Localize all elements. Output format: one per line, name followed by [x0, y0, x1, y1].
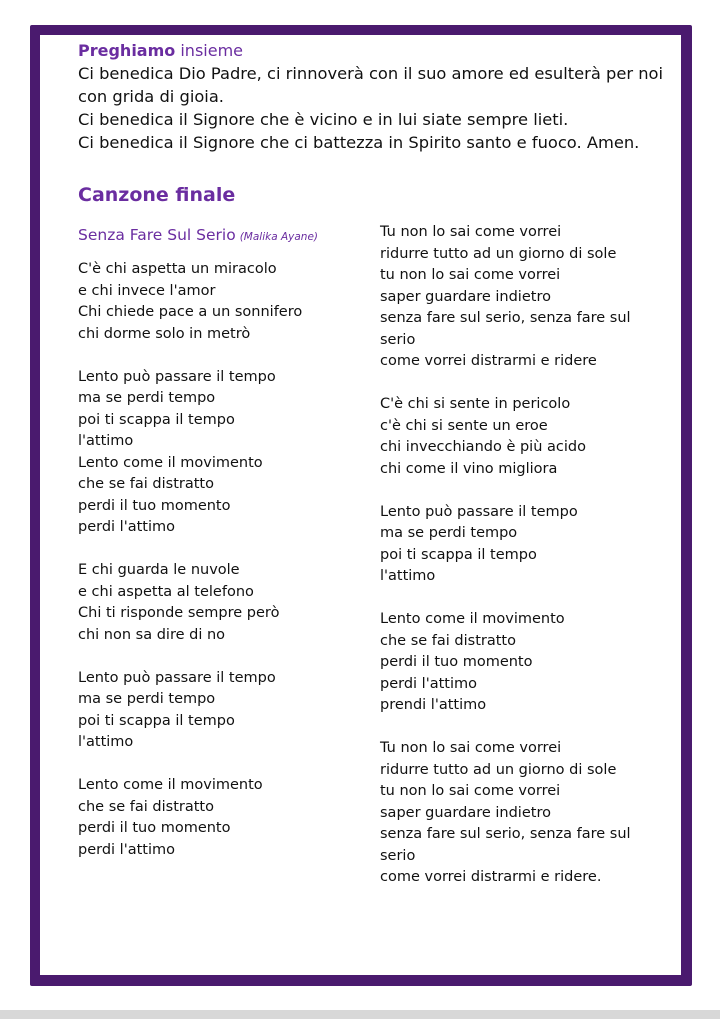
lyrics-line: che se fai distratto — [380, 632, 516, 649]
lyrics-line: C'è chi aspetta un miracolo — [78, 261, 277, 277]
lyrics-line: Lento può passare il tempo — [78, 368, 276, 385]
prayer-line: Ci benedica Dio Padre, ci rinnoverà con il suo amore ed esulterà per noi — [78, 64, 664, 83]
lyrics-line: l'attimo — [78, 734, 134, 750]
lyrics-line: ma se perdi tempo — [78, 691, 216, 707]
lyrics-line: serio — [380, 847, 416, 864]
lyrics-line: Chi ti risponde sempre però — [78, 605, 280, 621]
lyrics-line: ma se perdi tempo — [78, 390, 216, 406]
lyrics-line: perdi il tuo momento — [78, 497, 231, 514]
lyrics-line: perdi l'attimo — [380, 675, 477, 692]
lyrics-stanza — [380, 502, 631, 588]
lyrics-line: saper guardare indietro — [380, 288, 551, 305]
lyrics-line: senza fare sul serio, senza fare sul — [380, 826, 631, 842]
lyrics-line: Lento come il movimento — [78, 777, 263, 793]
lyrics-line: perdi il tuo momento — [380, 654, 533, 670]
lyrics-line: Lento può passare il tempo — [78, 669, 276, 686]
lyrics-stanza — [78, 367, 302, 539]
lyrics-line: ma se perdi tempo — [380, 525, 518, 541]
song-title: Senza Fare Sul Serio — [78, 226, 236, 244]
page-bottom-edge — [0, 1010, 720, 1019]
lyrics-line: ridurre tutto ad un giorno di sole — [380, 245, 617, 262]
lyrics-line: chi come il vino migliora — [380, 460, 558, 477]
section-title: Canzone finale — [78, 184, 236, 206]
lyrics-line: che se fai distratto — [78, 476, 214, 492]
lyrics-line: perdi il tuo momento — [78, 820, 231, 836]
lyrics-line: chi non sa dire di no — [78, 626, 226, 643]
lyrics-line: saper guardare indietro — [380, 804, 551, 821]
lyrics-line: tu non lo sai come vorrei — [380, 783, 561, 799]
lyrics-line: poi ti scappa il tempo — [380, 546, 537, 563]
prayer-heading-rest: insieme — [175, 41, 243, 60]
lyrics-stanza — [380, 609, 631, 717]
lyrics-left-column — [78, 259, 302, 883]
lyrics-stanza — [380, 222, 631, 373]
lyrics-line: Tu non lo sai come vorrei — [380, 224, 562, 240]
lyrics-stanza — [78, 775, 302, 861]
prayer-heading — [78, 40, 678, 62]
lyrics-stanza — [78, 259, 302, 345]
prayer-line: Ci benedica il Signore che ci battezza in Spirito santo e fuoco. Amen. — [78, 133, 640, 152]
prayer-line: con grida di gioia. — [78, 87, 224, 106]
lyrics-right-column — [380, 222, 631, 910]
lyrics-line: come vorrei distrarmi e ridere. — [380, 869, 602, 885]
song-heading — [78, 226, 318, 244]
lyrics-line: perdi l'attimo — [78, 841, 175, 858]
prayer-heading-bold: Preghiamo — [78, 41, 176, 60]
lyrics-line: prendi l'attimo — [380, 697, 487, 713]
lyrics-line: e chi aspetta al telefono — [78, 583, 254, 600]
lyrics-line: Lento può passare il tempo — [380, 503, 578, 520]
lyrics-line: c'è chi si sente un eroe — [380, 417, 548, 434]
lyrics-line: ridurre tutto ad un giorno di sole — [380, 761, 617, 778]
prayer-section — [78, 40, 678, 154]
lyrics-line: l'attimo — [380, 568, 436, 584]
lyrics-line: tu non lo sai come vorrei — [380, 267, 561, 283]
lyrics-stanza — [380, 394, 631, 480]
lyrics-line: e chi invece l'amor — [78, 282, 216, 299]
lyrics-line: come vorrei distrarmi e ridere — [380, 353, 597, 369]
lyrics-line: chi dorme solo in metrò — [78, 325, 251, 342]
lyrics-line: Chi chiede pace a un sonnifero — [78, 304, 303, 320]
lyrics-stanza — [380, 738, 631, 889]
lyrics-line: chi invecchiando è più acido — [380, 439, 586, 455]
lyrics-stanza — [78, 560, 302, 646]
lyrics-line: Tu non lo sai come vorrei — [380, 740, 562, 756]
lyrics-line: E chi guarda le nuvole — [78, 562, 240, 578]
lyrics-line: Lento come il movimento — [78, 454, 263, 471]
lyrics-line: serio — [380, 331, 416, 348]
lyrics-line: Lento come il movimento — [380, 611, 565, 627]
prayer-line: Ci benedica il Signore che è vicino e in lui siate sempre lieti. — [78, 110, 569, 129]
lyrics-line: poi ti scappa il tempo — [78, 712, 235, 729]
lyrics-line: l'attimo — [78, 433, 134, 449]
lyrics-line: senza fare sul serio, senza fare sul — [380, 310, 631, 326]
lyrics-stanza — [78, 668, 302, 754]
lyrics-line: C'è chi si sente in pericolo — [380, 396, 571, 412]
lyrics-line: che se fai distratto — [78, 798, 214, 815]
lyrics-line: perdi l'attimo — [78, 519, 175, 535]
lyrics-line: poi ti scappa il tempo — [78, 411, 235, 428]
song-author: (Malika Ayane) — [239, 231, 319, 243]
